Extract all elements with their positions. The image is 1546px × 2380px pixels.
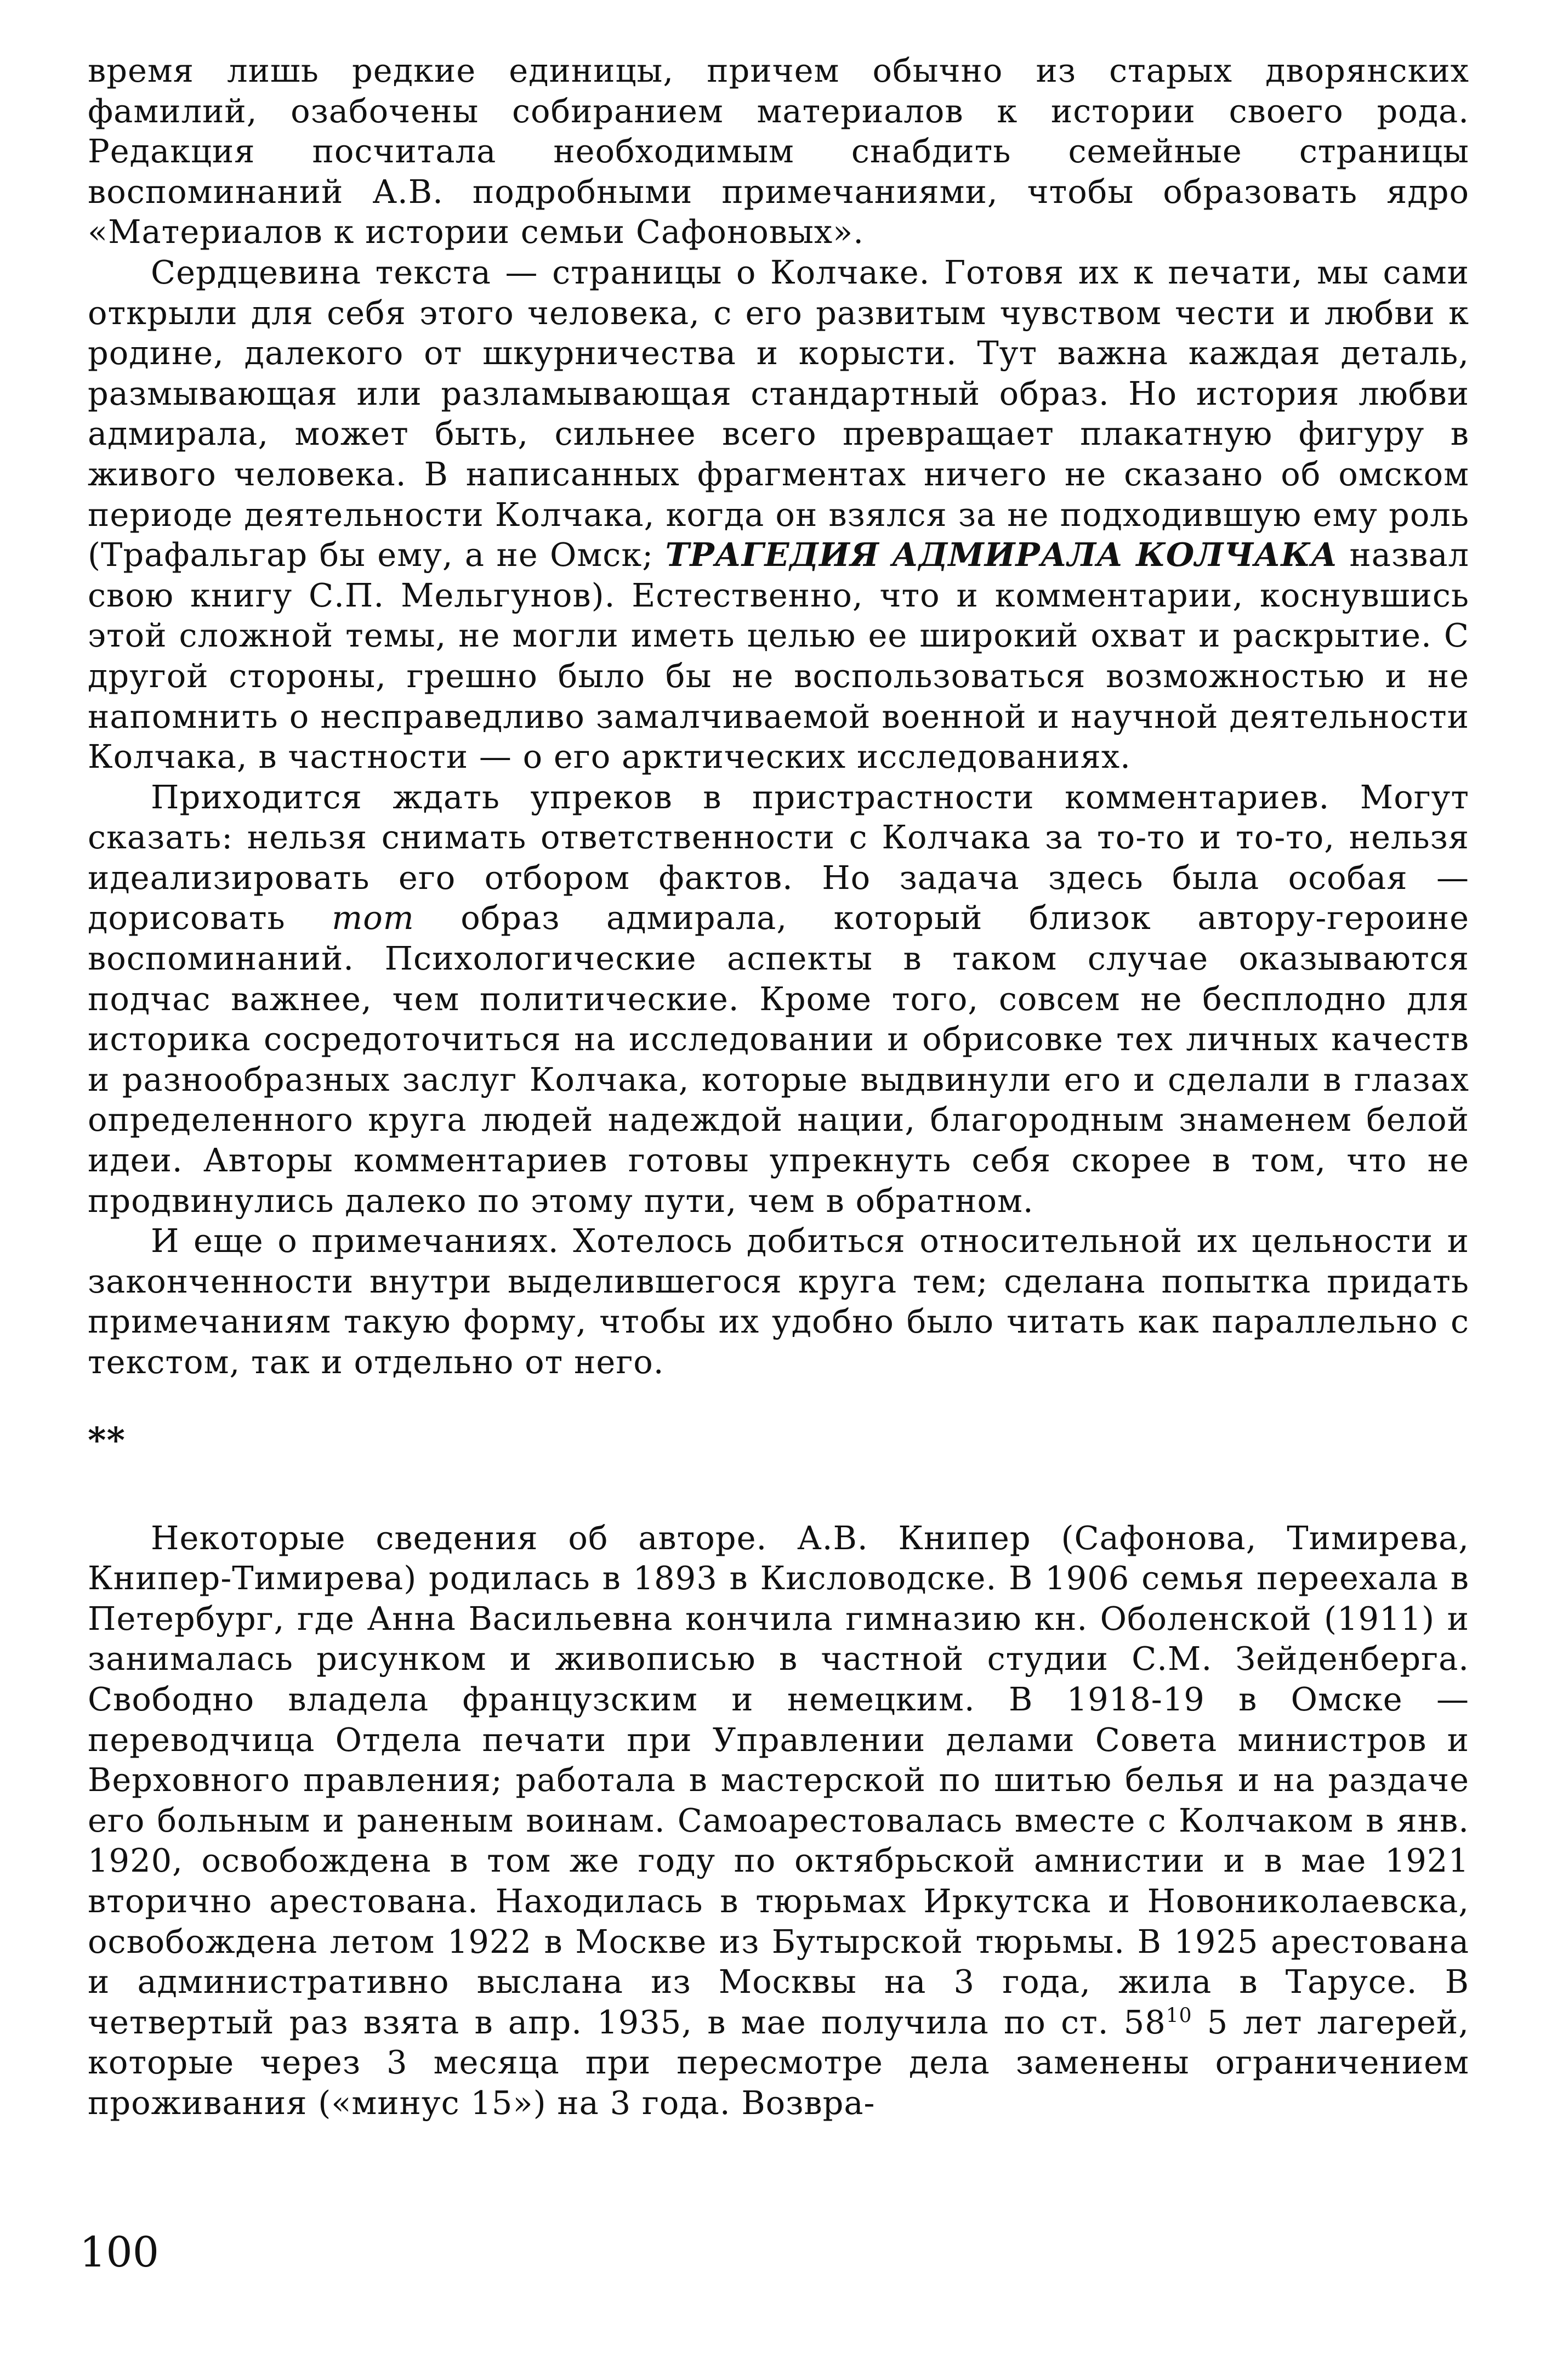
paragraph-text: И еще о примечаниях. Хотелось добиться относительной их цельности и законченности внутри выделившегося круга тем; сделана попытка придать примечаниям такую форму, чтобы их удобно было читать как параллельно с текстом, так и отдельно от него. <box>88 1222 1469 1381</box>
paragraph-notes <box>88 1221 1469 1382</box>
paragraph-reproaches <box>88 777 1469 1221</box>
italic-word: тот <box>332 899 414 937</box>
section-divider-asterisks: ** <box>88 1419 126 1461</box>
paragraph-text: Сердцевина текста — страницы о Колчаке. Готовя их к печати, мы сами открыли для себя этого человека, с его развитым чувством чести и любви к родине, далекого от шкурничества и корысти. Тут важна каждая деталь, размывающая или разламывающая стандартный образ. Но история любви адмирала, может быть, сильнее всего превращает плакатную фигуру в живого человека. В написанных фрагментах ничего не сказано об омском периоде деятельности Колчака, когда он взялся за не подходившую ему роль (Трафальгар бы ему, а не Омск; <box>88 253 1469 574</box>
paragraph-continued <box>88 50 1469 252</box>
paragraph-kolchak-core <box>88 252 1469 777</box>
paragraph-text: время лишь редкие единицы, причем обычно из старых дворянских фамилий, озабочены собиранием материалов к истории своего рода. Редакция посчитала необходимым снабдить семейные страницы воспоминаний А.В. подробными примечаниями, чтобы образовать ядро «Материалов к истории семьи Сафоновых». <box>88 52 1469 251</box>
page-number: 100 <box>79 2228 160 2276</box>
body-text <box>88 50 1469 2123</box>
paragraph-text: назвал свою книгу С.П. Мельгунов). Естественно, что и комментарии, коснувшись этой сложной темы, не могли иметь целью ее широкий охват и раскрытие. С другой стороны, грешно было бы не воспользоваться возможностью и не напомнить о несправедливо замалчиваемой военной и научной деятельности Колчака, в частности — о его арктических исследованиях. <box>88 536 1470 776</box>
superscript: 10 <box>1166 2004 1192 2027</box>
paragraph-text: Приходится ждать упреков в пристрастности комментариев. Могут сказать: нельзя снимать ответственности с Колчака за то-то и то-то, нельзя идеализировать его отбором фактов. Но задача здесь была особая — дорисовать <box>88 778 1469 937</box>
paragraph-author-info <box>88 1518 1469 2123</box>
paragraph-text: образ адмирала, который близок автору-героине воспоминаний. Психологические аспекты в таком случае оказываются подчас важнее, чем политические. Кроме того, совсем не бесплодно для историка сосредоточиться на исследовании и обрисовке тех личных качеств и разнообразных заслуг Колчака, которые выдвинули его и сделали в глазах определенного круга людей надеждой нации, благородным знаменем белой идеи. Авторы комментариев готовы упрекнуть себя скорее в том, что не продвинулись далеко по этому пути, чем в обратном. <box>88 899 1469 1220</box>
book-title-emphasis: ТРАГЕДИЯ АДМИРАЛА КОЛЧАКА <box>665 536 1338 574</box>
paragraph-text: Некоторые сведения об авторе. А.В. Книпер (Сафонова, Тимирева, Книпер-Тимирева) родилась в 1893 в Кисловодске. В 1906 семья переехала в Петербург, где Анна Васильевна кончила гимназию кн. Оболенской (1911) и занималась рисунком и живописью в частной студии С.М. Зейденберга. Свободно владела французским и немецким. В 1918-19 в Омске — переводчица Отдела печати при Управлении делами Совета министров и Верховного правления; работала в мастерской по шитью белья и на раздаче его больным и раненым воинам. Самоарестовалась вместе с Колчаком в янв. 1920, освобождена в том же году по октябрьской амнистии и в мае 1921 вторично арестована. Находилась в тюрьмах Иркутска и Новониколаевска, освобождена летом 1922 в Москве из Бутырской тюрьмы. В 1925 арестована и административно выслана из Москвы на 3 года, жила в Тарусе. В четвертый раз взята в апр. 1935, в мае получила по ст. 58 <box>88 1518 1469 2041</box>
paragraph-text: 5 лет лагерей, которые через 3 месяца при пересмотре дела заменены ограничением проживания («минус 15») на 3 года. Возвра- <box>88 2003 1469 2122</box>
